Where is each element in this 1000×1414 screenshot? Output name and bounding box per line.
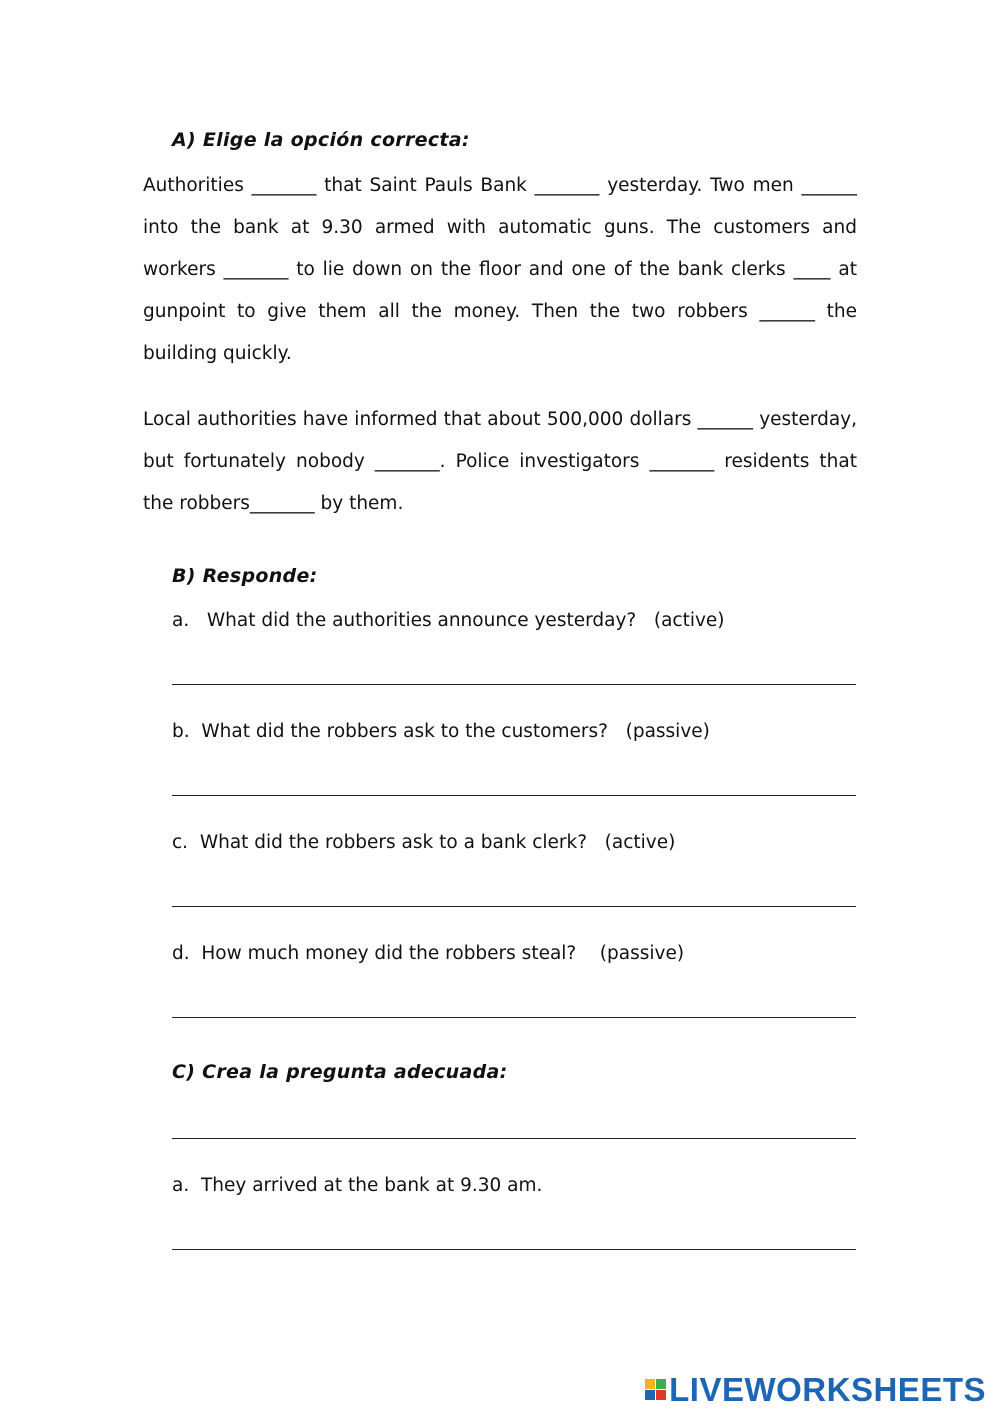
liveworksheets-logo — [645, 1373, 986, 1406]
logo-square-1 — [645, 1379, 655, 1389]
question-a: a. What did the authorities announce yesterday? (active) — [172, 610, 725, 631]
logo-square-3 — [645, 1390, 655, 1400]
logo-square-2 — [656, 1379, 666, 1389]
section-a-paragraph-2: Local authorities have informed that about 500,000 dollars ______ yesterday, but fortunately nobody _______. Police investigators _______ residents that the robbers_______ by them. — [143, 409, 857, 514]
answer-line-item-a[interactable] — [172, 1249, 856, 1250]
answer-line-d[interactable] — [172, 1017, 856, 1018]
section-c-heading: C) Crea la pregunta adecuada: — [172, 1061, 508, 1083]
logo-text: LIVEWORKSHEETS — [669, 1371, 986, 1408]
question-b: b. What did the robbers ask to the customers? (passive) — [172, 721, 710, 742]
section-a-paragraph-1: Authorities _______ that Saint Pauls Bank _______ yesterday. Two men ______ into the bank at 9.30 armed with automatic guns. The customers and workers _______ to lie down on the floor and one of the bank clerks ____ at gunpoint to give them all the money. Then the two robbers ______ the building quickly. — [143, 175, 857, 364]
question-c: c. What did the robbers ask to a bank clerk? (active) — [172, 832, 676, 853]
section-a-heading: A) Elige la opción correcta: — [172, 129, 470, 151]
question-d: d. How much money did the robbers steal? (passive) — [172, 943, 685, 964]
section-b-heading: B) Responde: — [172, 565, 318, 587]
answer-line-c-heading[interactable] — [172, 1138, 856, 1139]
answer-line-b[interactable] — [172, 795, 856, 796]
logo-mark-icon — [645, 1379, 666, 1400]
answer-line-a[interactable] — [172, 684, 856, 685]
item-a: a. They arrived at the bank at 9.30 am. — [172, 1175, 543, 1196]
answer-line-c[interactable] — [172, 906, 856, 907]
logo-square-4 — [656, 1390, 666, 1400]
